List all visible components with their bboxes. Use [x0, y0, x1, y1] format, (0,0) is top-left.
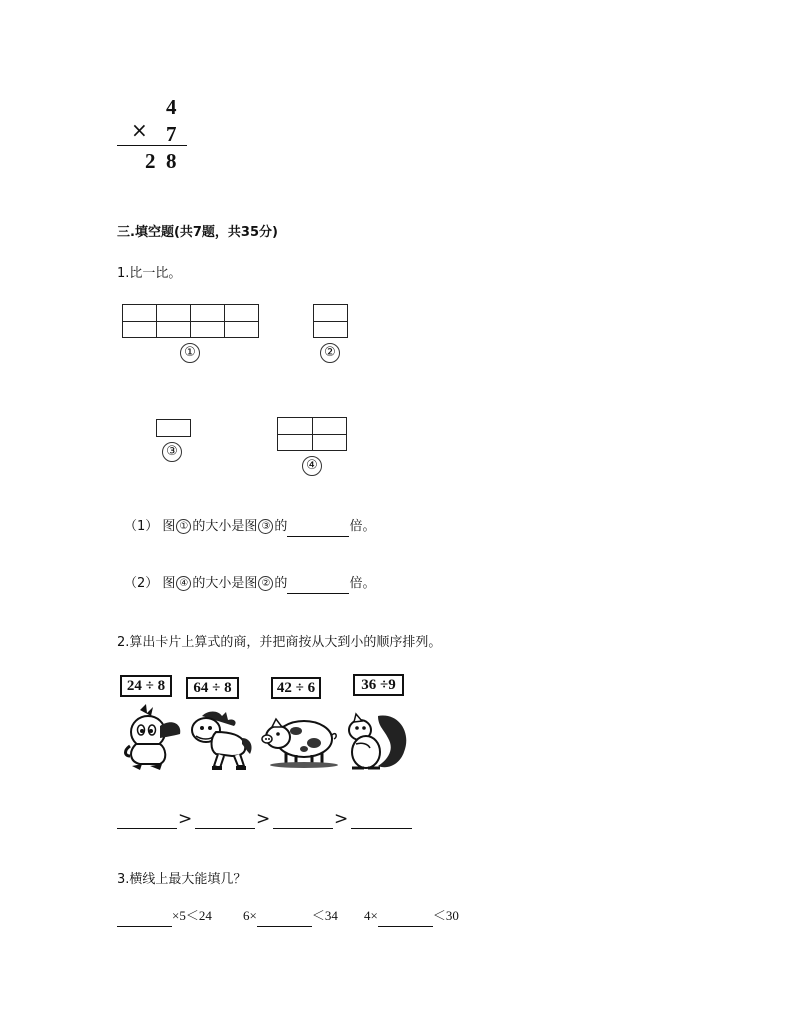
duck-icon	[120, 704, 186, 772]
q1-sub1-mid: 的大小是图	[192, 519, 258, 534]
greater-than-2: >	[256, 809, 271, 829]
figure-2-label: ②	[320, 343, 340, 363]
greater-than-3: >	[334, 809, 349, 829]
q1-sub1-mark-a: ①	[176, 519, 191, 534]
squirrel-icon	[342, 712, 410, 772]
q1-sub2-before-blank: 的	[274, 576, 288, 591]
q1-sub1-before-blank: 的	[274, 519, 288, 534]
q1-sub2-prefix: （2） 图	[124, 576, 176, 591]
q2-title: 2.算出卡片上算式的商，并把商按从大到小的顺序排列。	[117, 635, 442, 650]
multiplier-digit: 7	[166, 122, 177, 146]
figure-4-label: ④	[302, 456, 322, 476]
order-blank-4[interactable]	[351, 828, 412, 829]
figure-2-grid	[313, 304, 348, 338]
division-card-1: 24 ÷ 8	[120, 675, 172, 697]
q1-sub2-suffix: 倍。	[349, 576, 376, 591]
division-card-3: 42 ÷ 6	[271, 677, 321, 699]
q3-item-3-blank[interactable]	[378, 910, 433, 927]
q3-item-2-before: 6×	[243, 908, 257, 923]
q1-sub1-mark-b: ③	[258, 519, 273, 534]
division-card-4: 36 ÷9	[353, 674, 404, 696]
q1-sub1-suffix: 倍。	[349, 519, 376, 534]
q1-sub1	[124, 515, 375, 537]
figure-3-label: ③	[162, 442, 182, 462]
multiplicand-digit: 4	[166, 95, 177, 119]
q3-item-3-before: 4×	[364, 908, 378, 923]
order-blank-2[interactable]	[195, 828, 255, 829]
q1-sub1-answer-blank[interactable]	[287, 521, 349, 537]
section-heading: 三.填空题(共7题，共35分)	[117, 225, 278, 240]
product-tens-digit: 2	[145, 149, 156, 173]
q3-item-2-after: ＜34	[311, 908, 338, 923]
figure-1-label: ①	[180, 343, 200, 363]
figure-3-grid	[156, 419, 191, 437]
q1-title: 1.比一比。	[117, 266, 182, 281]
figure-4-grid	[277, 417, 347, 451]
multiply-sign: ×	[131, 118, 148, 142]
horse-icon	[188, 708, 256, 772]
q3-item-1-after: ×5＜24	[172, 908, 212, 923]
q3-item-3-after: ＜30	[432, 908, 459, 923]
q1-sub2-answer-blank[interactable]	[287, 578, 349, 594]
q1-sub2-mid: 的大小是图	[192, 576, 258, 591]
q3-title: 3.横线上最大能填几？	[117, 872, 247, 887]
calc-divider	[117, 145, 187, 146]
order-blank-3[interactable]	[273, 828, 333, 829]
q1-sub1-prefix: （1） 图	[124, 519, 176, 534]
q3-item-1	[117, 905, 212, 927]
q3-item-1-blank[interactable]	[117, 910, 172, 927]
q3-item-2	[243, 905, 338, 927]
q1-sub2	[124, 572, 375, 594]
q1-sub2-mark-b: ②	[258, 576, 273, 591]
pig-icon	[258, 711, 338, 769]
figure-1-grid	[122, 304, 259, 338]
q1-sub2-mark-a: ④	[176, 576, 191, 591]
order-blank-1[interactable]	[117, 828, 177, 829]
product-ones-digit: 8	[166, 149, 177, 173]
division-card-2: 64 ÷ 8	[186, 677, 239, 699]
greater-than-1: >	[178, 809, 193, 829]
q3-item-3	[364, 905, 459, 927]
q3-item-2-blank[interactable]	[257, 910, 312, 927]
